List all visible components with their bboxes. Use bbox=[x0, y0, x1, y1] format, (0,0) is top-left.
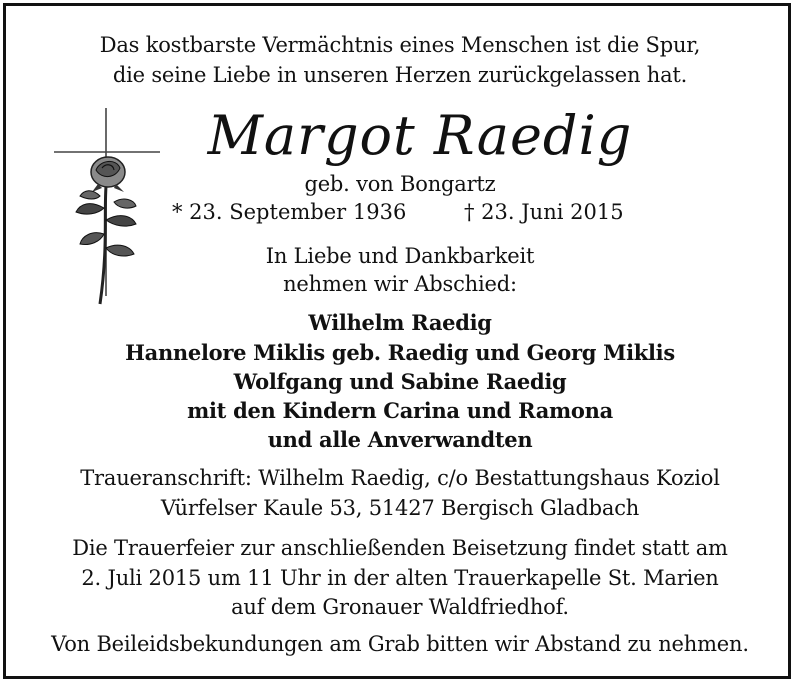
mourner-line: und alle Anverwandten bbox=[267, 427, 533, 452]
birth-name: geb. von Bongartz bbox=[304, 172, 496, 196]
farewell-line-2: nehmen wir Abschied: bbox=[283, 272, 517, 296]
mourner-line: mit den Kindern Carina und Ramona bbox=[187, 398, 613, 423]
address-line-2: Vürfelser Kaule 53, 51427 Bergisch Gladbach bbox=[160, 496, 640, 520]
farewell-line-1: In Liebe und Dankbarkeit bbox=[265, 244, 535, 268]
birth-date: * 23. September 1936 bbox=[172, 200, 407, 224]
mourner-line: Wilhelm Raedig bbox=[308, 310, 492, 335]
epigraph-line-2: die seine Liebe in unseren Herzen zurückgelassen hat. bbox=[112, 63, 688, 87]
address-line-1: Traueranschrift: Wilhelm Raedig, c/o Bestattungshaus Koziol bbox=[80, 466, 720, 490]
epigraph-line-1: Das kostbarste Vermächtnis eines Menschen ist die Spur, bbox=[99, 33, 701, 57]
ceremony-line-3: auf dem Gronauer Waldfriedhof. bbox=[231, 595, 569, 619]
closing-note: Von Beileidsbekundungen am Grab bitten wir Abstand zu nehmen. bbox=[51, 632, 749, 656]
ceremony-line-1: Die Trauerfeier zur anschließenden Beisetzung findet statt am bbox=[72, 536, 728, 560]
ceremony-line-2: 2. Juli 2015 um 11 Uhr in der alten Trauerkapelle St. Marien bbox=[81, 566, 719, 590]
death-date: † 23. Juni 2015 bbox=[464, 200, 624, 224]
mourner-line: Hannelore Miklis geb. Raedig und Georg Miklis bbox=[125, 340, 675, 365]
mourner-line: Wolfgang und Sabine Raedig bbox=[233, 369, 567, 394]
deceased-name: Margot Raedig bbox=[207, 104, 633, 167]
